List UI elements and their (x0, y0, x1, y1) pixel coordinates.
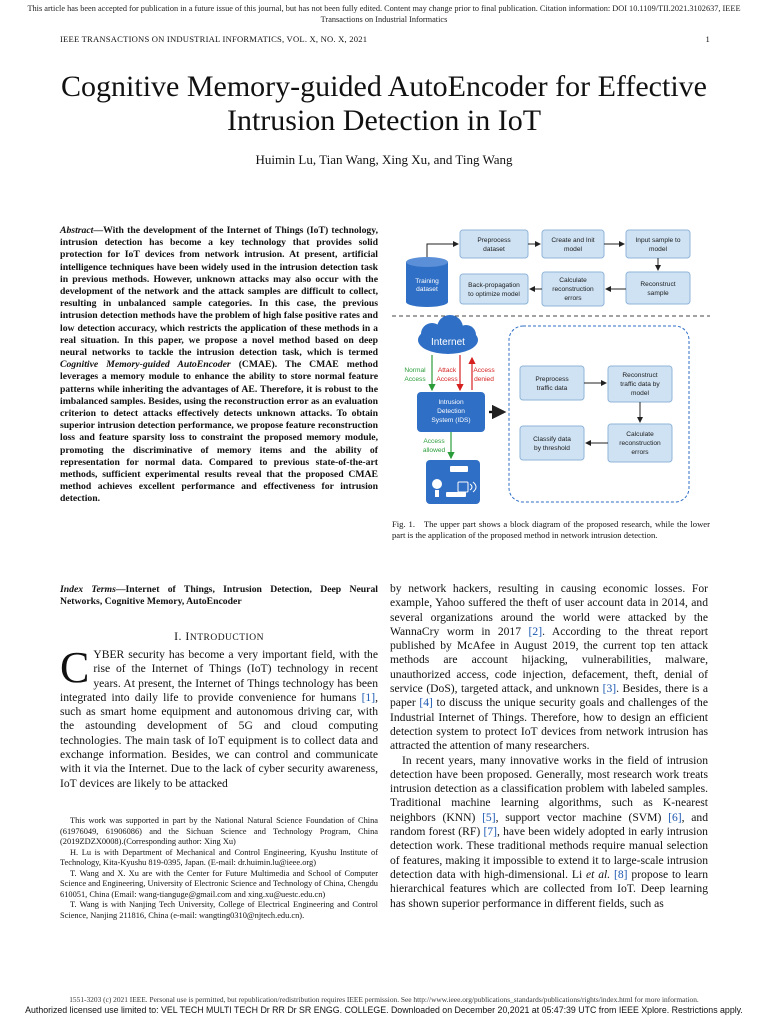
svg-text:model: model (631, 390, 649, 397)
author-list: Huimin Lu, Tian Wang, Xing Xu, and Ting Wang (255, 152, 513, 167)
box-reconstruct-sample (626, 272, 690, 304)
access-allowed-label-1: Access (423, 438, 445, 445)
abstract-text-1: —With the development of the Internet of Things (IoT) technology, intrusion detection has become a key technology that provides solid protection for IoT devices from network intrusion. At present, artificial intelligence techniques have been widely used in the intrusion detection task in previous methods. However, unknown attacks may also occur with the development of the network and the attack samples are difficult to collect, resulting in unbalanced sample categories. In this case, the previous intrusion detection methods have the problem of high false positive rates and low detection accuracy, which restricts the application of these methods in a real situation. In this paper, we propose a novel method based on deep neural networks to tackle the intrusion detection task, which is termed (60, 225, 378, 359)
svg-text:by threshold: by threshold (534, 445, 570, 452)
section-heading-introduction: I. INTRODUCTION (174, 629, 264, 643)
attack-access-label-2: Access (436, 376, 458, 383)
normal-access-label-1: Normal (404, 367, 426, 374)
internet-cloud-icon (418, 315, 478, 354)
svg-text:Reconstruct: Reconstruct (640, 281, 676, 288)
svg-text:Calculate: Calculate (559, 277, 587, 284)
svg-text:Preprocess: Preprocess (535, 376, 569, 383)
svg-text:Preprocess: Preprocess (477, 237, 511, 244)
box-preprocess-traffic (520, 366, 584, 400)
footnote: This work was supported in part by the National Natural Science Foundation of China (61976049, 61906086) and the Sichuan Science and Technology Program, China (2019ZDZX0008).(Corresponding author: Xing Xu) (60, 816, 378, 846)
caption-label: Fig. 1. (392, 519, 415, 529)
svg-text:Input sample to: Input sample to (635, 237, 681, 244)
access-denied-label-2: denied (474, 376, 494, 383)
svg-text:traffic data by: traffic data by (620, 381, 660, 388)
training-label-1: Training (415, 278, 439, 285)
access-allowed-label-2: allowed (422, 447, 446, 454)
internet-label: Internet (431, 337, 465, 348)
training-dataset-icon (406, 257, 448, 307)
box-reconstruct-traffic (608, 366, 672, 402)
right-column-text (390, 582, 708, 911)
citation-link[interactable]: [8] (614, 867, 628, 881)
normal-access-label-2: Access (404, 376, 426, 383)
citation-link[interactable]: [6] (668, 810, 682, 824)
training-label-2: dataset (416, 286, 438, 293)
svg-text:Detection: Detection (437, 408, 465, 415)
box-calc-reconstruction (608, 424, 672, 462)
footnotes (60, 816, 378, 921)
index-terms-text: —Internet of Things, Intrusion Detection, Deep Neural Networks, Cognitive Memory, AutoEncoder (60, 584, 378, 608)
svg-text:Reconstruct: Reconstruct (622, 372, 658, 379)
authorized-use-notice: Authorized licensed use limited to: VEL TECH MULTI TECH Dr RR Dr SR ENGG. COLLEGE. Downloaded on December 20,2021 at 05:47:39 UTC from IEEE Xplore. Restrictions apply. (25, 1005, 743, 1015)
figure-1-diagram (392, 222, 710, 512)
svg-text:model: model (649, 246, 667, 253)
svg-text:errors: errors (631, 449, 649, 456)
box-preprocess-dataset (460, 230, 528, 258)
abstract-label: Abstract (60, 225, 94, 236)
svg-text:Create and Init: Create and Init (551, 237, 595, 244)
introduction-text: CYBER security has become a very important field, with the rise of the Internet of Things (IoT) technology in recent years. At present, the Internet of Things technology has been integrated into daily life to provide convenience for humans [1], such as smart home equipment and autonomous driving car, with the astounding development of 5G and cloud computing technologies. The main task of IoT equipment is to collect data and exchange information. Besides, we can control and communicate with it via the Internet. Due to the lack of cyber security awareness, IoT devices are likely to be attacked (60, 643, 378, 790)
index-terms (60, 584, 378, 608)
access-denied-label-1: Access (473, 367, 495, 374)
attack-access-label-1: Attack (437, 367, 457, 374)
svg-text:reconstruction: reconstruction (619, 440, 661, 447)
license-notice: 1551-3203 (c) 2021 IEEE. Personal use is permitted, but republication/redistribution requires IEEE permission. See http://www.ieee.org/publications_standards/publications/rights/index.html for more information. (69, 995, 699, 1004)
svg-text:sample: sample (647, 290, 669, 297)
box-calc-errors (542, 272, 604, 306)
drop-cap: C (60, 643, 90, 692)
box-input-sample (626, 230, 690, 258)
svg-text:errors: errors (564, 295, 582, 302)
citation-link[interactable]: [4] (419, 696, 433, 710)
citation-link[interactable]: [1] (361, 690, 376, 704)
box-classify-threshold (520, 426, 584, 460)
citation-link[interactable]: [3] (602, 682, 617, 696)
ids-box (417, 392, 485, 432)
model-region (509, 326, 689, 502)
svg-text:System (IDS): System (IDS) (431, 417, 471, 424)
abstract (60, 225, 378, 506)
paragraph: by network hackers, resulting in causing economic losses. For example, Yahoo suffered the theft of user account data in 2014, and several organizations around the world were attacked by the WannaCry worm in 2017 [2]. According to the threat report published by McAfee in August 2019, the current top ten attack methods are account hijacking, vulnerabilities, malware, unauthorized access, code injection, defacement, theft, denial of service (DoS), targeted attack, and unknown [3]. Besides, there is a paper [4] to discuss the unique security goals and challenges of the Industrial Internet of Things. Therefore, how to design an efficient detection system to protect IoT devices from network intrusion has attracted the attention of many researchers. (390, 582, 708, 753)
citation-link[interactable]: [7] (483, 825, 497, 839)
iot-devices-icon (426, 460, 480, 504)
figure-caption (392, 519, 710, 541)
abstract-text-2: (CMAE). The CMAE method leverages a memory module to enhance the ability to store normal feature patterns while inheriting the advantages of AE. Therefore, it is robust to the imbalanced samples. Besides, using the reconstruction error as an evaluation criterion to detect attacks effectively detects unknown attacks. To obtain superior intrusion detection performance, we propose feature reconstruction loss and feature sparsity loss to constraint the proposed memory module, promoting the discriminative of memory items and the ability of representation for normal data. Compared to previous state-of-the-art methods, sufficient experimental results reveal that the proposed CMAE method achieves excellent performance and effectiveness for intrusion detection. (60, 359, 378, 505)
footnote: T. Wang is with Nanjing Tech University, College of Electrical Engineering and Control Science, Nanjing 211816, China (e-mail: wangting0310@njtech.edu.cn). (60, 900, 378, 920)
paragraph: In recent years, many innovative works in the field of intrusion detection have been proposed. Generally, most research work treats intrusion detection as a classification problem with labeled samples. Traditional machine learning algorithms, such as K-nearest neighbors (KNN) [5], support vector machine (SVM) [6], and random forest (RF) [7], have been widely adopted in early intrusion detection work. These traditional methods require manual selection of features, making it impossible to extend it to large-scale intrusion detection data with high-dimensional. Li et al. [8] propose to learn hierarchical features which are collected from IoT. Deep learning has shown superior performance in different fields, such as (390, 753, 708, 910)
citation-link[interactable]: [2] (528, 624, 543, 638)
box-create-model (542, 230, 604, 258)
running-head (60, 34, 710, 44)
svg-text:Classify data: Classify data (533, 436, 571, 443)
svg-text:Back-propagation: Back-propagation (468, 282, 520, 289)
citation-link[interactable]: [5] (482, 810, 496, 824)
page-number: 1 (705, 34, 710, 44)
journal-name: IEEE TRANSACTIONS ON INDUSTRIAL INFORMATICS, VOL. X, NO. X, 2021 (60, 34, 368, 44)
abstract-method-name: Cognitive Memory-guided AutoEncoder (60, 359, 231, 371)
svg-text:traffic data: traffic data (536, 385, 568, 392)
caption-text: The upper part shows a block diagram of the proposed research, while the lower part is the application of the proposed method in network intrusion detection. (392, 519, 710, 540)
footnote: T. Wang and X. Xu are with the Center for Future Multimedia and School of Computer Science and Engineering, University of Electronic Science and Technology of China, Chengdu 610051, China (Email: wang-tianguge@gmail.com and xing.xu@uestc.edu.cn) (60, 868, 378, 899)
publication-notice: This article has been accepted for publication in a future issue of this journal, but has not been fully edited. Content may change prior to final publication. Citation information: DOI 10.1109/TII.2021.3102637, IEEE Transactions on Industrial Informatics (27, 4, 741, 24)
box-back-propagation (460, 274, 528, 304)
svg-text:Intrusion: Intrusion (438, 399, 464, 406)
svg-text:dataset: dataset (483, 246, 505, 253)
svg-text:to optimize model: to optimize model (468, 291, 520, 298)
index-terms-label: Index Terms (60, 584, 116, 595)
paper-title: Cognitive Memory-guided AutoEncoder for Effective Intrusion Detection in IoT (61, 70, 707, 137)
svg-text:model: model (564, 246, 582, 253)
footnote: H. Lu is with Department of Mechanical and Control Engineering, Kyushu Institute of Technology, Kita-Kyushu 819-0395, Japan. (E-mail: dr.huimin.lu@ieee.org) (60, 847, 378, 867)
svg-text:Calculate: Calculate (626, 431, 654, 438)
svg-text:reconstruction: reconstruction (552, 286, 594, 293)
